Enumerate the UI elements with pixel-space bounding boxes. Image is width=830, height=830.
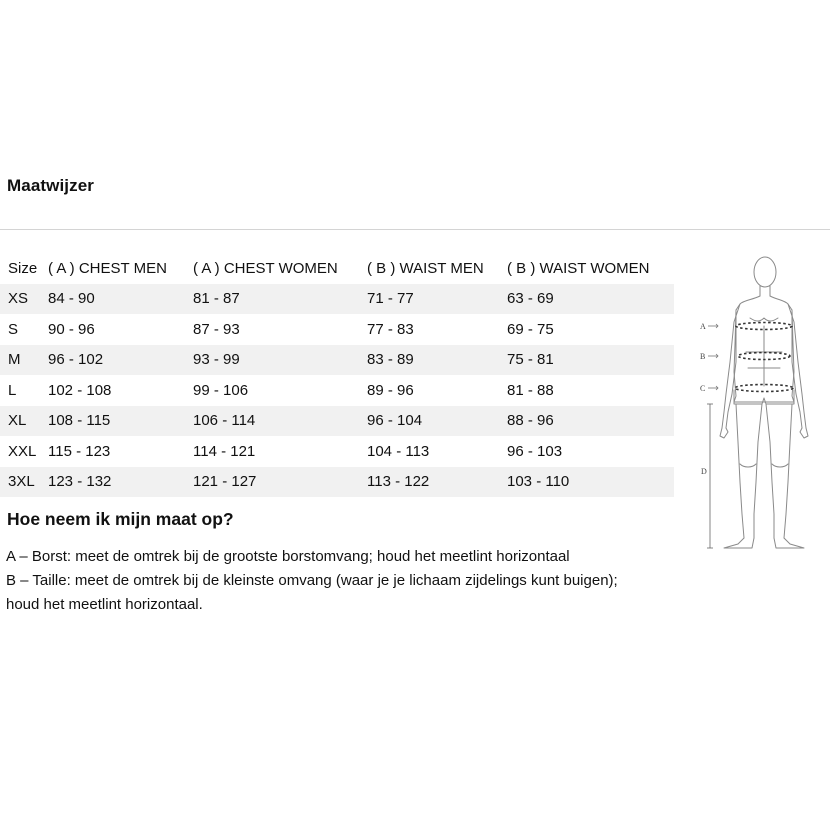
cell-chest-men: 123 - 132 bbox=[48, 467, 193, 498]
cell-size: L bbox=[8, 381, 17, 399]
divider bbox=[0, 229, 830, 230]
cell-size: XL bbox=[0, 406, 48, 437]
cell-waist-men: 83 - 89 bbox=[367, 345, 507, 376]
section-heading: Hoe neem ik mijn maat op? bbox=[7, 509, 234, 529]
cell-waist-men: 104 - 113 bbox=[367, 442, 430, 460]
cell-chest-men: 90 - 96 bbox=[48, 320, 95, 338]
cell-chest-women: 99 - 106 bbox=[193, 381, 249, 399]
cell-waist-women: 103 - 110 bbox=[507, 467, 674, 498]
cell-chest-men: 102 - 108 bbox=[48, 381, 112, 399]
cell-waist-men: 89 - 96 bbox=[367, 381, 414, 399]
note-waist: B – Taille: meet de omtrek bij de kleinste omvang (waar je je lichaam zijdelings kunt buigen); houd het meetlint horizontaal. bbox=[6, 572, 618, 613]
label-b: B bbox=[700, 352, 706, 361]
header-waist-men: ( B ) WAIST MEN bbox=[367, 259, 484, 277]
header-size: Size bbox=[8, 259, 38, 277]
cell-chest-men: 96 - 102 bbox=[48, 345, 193, 376]
cell-chest-women: 81 - 87 bbox=[193, 284, 367, 315]
cell-size: 3XL bbox=[0, 467, 48, 498]
cell-waist-women: 81 - 88 bbox=[507, 381, 554, 399]
table-header-row bbox=[0, 253, 674, 284]
cell-chest-men: 84 - 90 bbox=[48, 284, 193, 315]
cell-size: M bbox=[0, 345, 48, 376]
cell-chest-women: 121 - 127 bbox=[193, 467, 367, 498]
table-row bbox=[0, 436, 674, 467]
cell-waist-women: 75 - 81 bbox=[507, 345, 674, 376]
note-chest: A – Borst: meet de omtrek bij de grootste borstomvang; houd het meetlint horizontaal bbox=[6, 548, 570, 565]
size-table bbox=[0, 253, 674, 497]
table-row bbox=[0, 314, 674, 345]
table-row bbox=[0, 406, 674, 437]
cell-waist-men: 96 - 104 bbox=[367, 406, 507, 437]
cell-size: S bbox=[8, 320, 19, 338]
table-row bbox=[0, 467, 674, 498]
cell-chest-women: 114 - 121 bbox=[193, 442, 256, 460]
cell-chest-women: 87 - 93 bbox=[193, 320, 240, 338]
cell-waist-women: 88 - 96 bbox=[507, 406, 674, 437]
header-waist-women: ( B ) WAIST WOMEN bbox=[507, 259, 650, 277]
header-chest-men: ( A ) CHEST MEN bbox=[48, 259, 167, 277]
cell-waist-men: 77 - 83 bbox=[367, 320, 414, 338]
cell-chest-men: 108 - 115 bbox=[48, 406, 193, 437]
cell-waist-men: 71 - 77 bbox=[367, 284, 507, 315]
body-outline-icon bbox=[694, 252, 830, 557]
table-row bbox=[0, 284, 674, 315]
cell-waist-women: 63 - 69 bbox=[507, 284, 674, 315]
label-c: C bbox=[700, 384, 706, 393]
body-measurement-figure bbox=[694, 252, 830, 557]
cell-chest-women: 93 - 99 bbox=[193, 345, 367, 376]
table-row bbox=[0, 345, 674, 376]
cell-chest-women: 106 - 114 bbox=[193, 406, 367, 437]
cell-waist-men: 113 - 122 bbox=[367, 467, 507, 498]
cell-size: XS bbox=[0, 284, 48, 315]
label-a: A bbox=[700, 322, 706, 331]
measurement-notes bbox=[6, 545, 646, 617]
table-row bbox=[0, 375, 674, 406]
cell-chest-men: 115 - 123 bbox=[48, 442, 111, 460]
page-title: Maatwijzer bbox=[7, 176, 94, 195]
cell-size: XXL bbox=[8, 442, 37, 460]
label-d: D bbox=[701, 467, 707, 476]
header-chest-women: ( A ) CHEST WOMEN bbox=[193, 259, 338, 277]
cell-waist-women: 69 - 75 bbox=[507, 320, 554, 338]
cell-waist-women: 96 - 103 bbox=[507, 442, 563, 460]
